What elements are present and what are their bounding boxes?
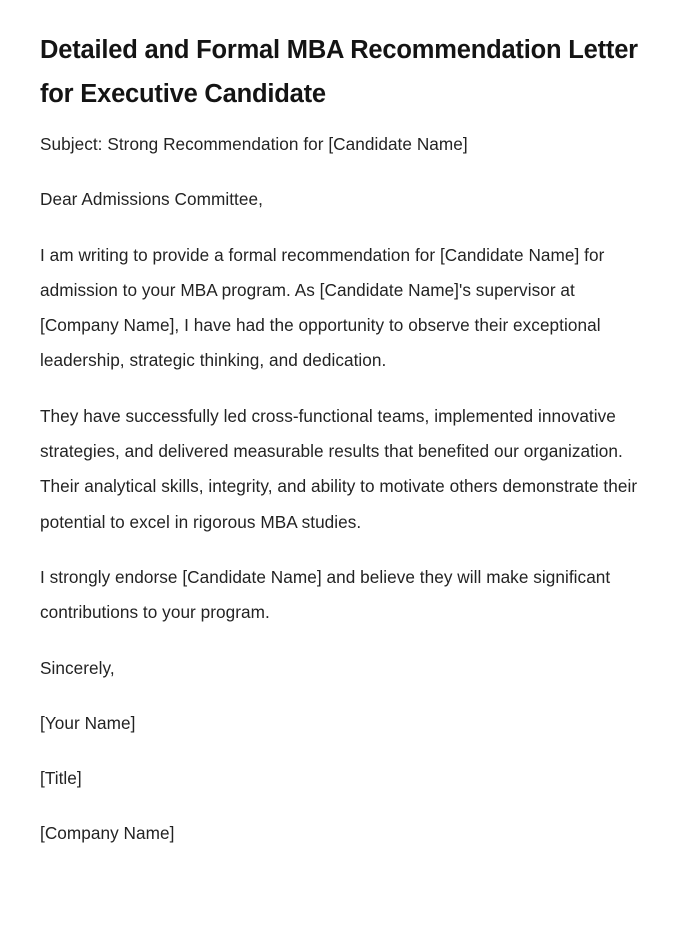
page-title: Detailed and Formal MBA Recommendation Letter for Executive Candidate: [40, 36, 638, 108]
salutation: Dear Admissions Committee,: [40, 189, 263, 210]
signer-company: [Company Name]: [40, 823, 175, 844]
subject-line: Subject: Strong Recommendation for [Candidate Name]: [40, 134, 468, 154]
paragraph-1: I am writing to provide a formal recommendation for [Candidate Name] for admission to your MBA program. As [Candidate Name]'s supervisor at [Company Name], I have had the opportunity to observe their exceptional leadership, strategic thinking, and dedication.: [40, 244, 605, 371]
signer-title: [Title]: [40, 768, 82, 789]
paragraph-3: I strongly endorse [Candidate Name] and believe they will make significant contributions to your program.: [40, 566, 611, 623]
closing-salutation: Sincerely,: [40, 657, 115, 678]
signer-name: [Your Name]: [40, 712, 136, 733]
letter-body: [40, 127, 640, 852]
paragraph-2: They have successfully led cross-functional teams, implemented innovative strategies, and delivered measurable results that benefited our organization. Their analytical skills, integrity, and ability to motivate others demonstrate their potential to excel in rigorous MBA studies.: [40, 405, 638, 532]
